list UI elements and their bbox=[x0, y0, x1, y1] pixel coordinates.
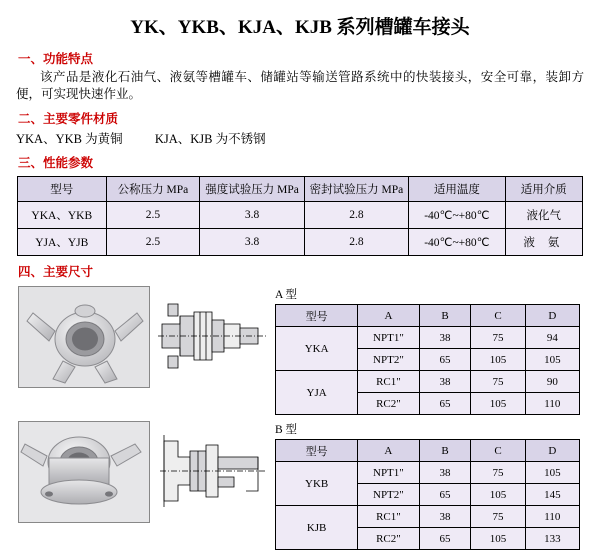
dimB-r3-c3: 105 bbox=[471, 528, 525, 550]
perf-col-1: 公称压力 MPa bbox=[106, 177, 200, 202]
dimA-r2-c2: 38 bbox=[419, 371, 471, 393]
dimB-model-1: KJB bbox=[276, 506, 358, 550]
perf-r1-c5: 液 氨 bbox=[505, 229, 582, 256]
technical-drawing-a bbox=[154, 286, 269, 386]
type-label-a: A 型 bbox=[275, 289, 298, 301]
section-heading-material: 二、主要零件材质 bbox=[18, 112, 119, 126]
perf-r1-c0: YJA、YJB bbox=[18, 229, 107, 256]
technical-drawing-b bbox=[154, 421, 269, 521]
dimB-r2-c2: 38 bbox=[419, 506, 471, 528]
perf-col-4: 适用温度 bbox=[409, 177, 505, 202]
dimB-r2-c1: RC1" bbox=[358, 506, 419, 528]
dimA-r3-c2: 65 bbox=[419, 393, 471, 415]
section-heading-features: 一、功能特点 bbox=[18, 52, 94, 66]
dimA-col-1: A bbox=[358, 305, 419, 327]
perf-col-5: 适用介质 bbox=[505, 177, 582, 202]
dimA-r3-c4: 110 bbox=[525, 393, 579, 415]
dimA-col-4: D bbox=[525, 305, 579, 327]
table-row bbox=[18, 202, 583, 229]
section-heading-dimensions: 四、主要尺寸 bbox=[18, 265, 94, 279]
perf-col-3: 密封试验压力 MPa bbox=[304, 177, 408, 202]
dimensions-section bbox=[0, 286, 600, 550]
dimA-r0-c3: 75 bbox=[471, 327, 525, 349]
dimA-r1-c2: 65 bbox=[419, 349, 471, 371]
dimA-r0-c4: 94 bbox=[525, 327, 579, 349]
dimB-r1-c2: 65 bbox=[419, 484, 471, 506]
dimA-col-3: C bbox=[471, 305, 525, 327]
perf-col-0: 型号 bbox=[18, 177, 107, 202]
dimA-r1-c3: 105 bbox=[471, 349, 525, 371]
dimB-col-4: D bbox=[525, 440, 579, 462]
table-row bbox=[276, 371, 580, 393]
table-row bbox=[276, 462, 580, 484]
dimB-r1-c3: 105 bbox=[471, 484, 525, 506]
dimB-col-0: 型号 bbox=[276, 440, 358, 462]
dimB-r1-c1: NPT2" bbox=[358, 484, 419, 506]
table-header-row bbox=[276, 440, 580, 462]
perf-r0-c0: YKA、YKB bbox=[18, 202, 107, 229]
type-label-b: B 型 bbox=[275, 424, 298, 436]
dimB-col-2: B bbox=[419, 440, 471, 462]
dimA-r3-c3: 105 bbox=[471, 393, 525, 415]
dimension-table-a-wrap bbox=[275, 286, 580, 415]
dimB-r3-c1: RC2" bbox=[358, 528, 419, 550]
dimB-r0-c4: 105 bbox=[525, 462, 579, 484]
dimB-r2-c3: 75 bbox=[471, 506, 525, 528]
dimA-r3-c1: RC2" bbox=[358, 393, 419, 415]
dimA-model-0: YKA bbox=[276, 327, 358, 371]
dimB-r0-c3: 75 bbox=[471, 462, 525, 484]
dimA-r1-c1: NPT2" bbox=[358, 349, 419, 371]
dimB-col-3: C bbox=[471, 440, 525, 462]
dimA-col-2: B bbox=[419, 305, 471, 327]
perf-r0-c1: 2.5 bbox=[106, 202, 200, 229]
perf-r1-c3: 2.8 bbox=[304, 229, 408, 256]
product-photo-a bbox=[18, 286, 150, 388]
dimB-r0-c1: NPT1" bbox=[358, 462, 419, 484]
dimA-r2-c4: 90 bbox=[525, 371, 579, 393]
dimA-col-0: 型号 bbox=[276, 305, 358, 327]
dimA-r2-c1: RC1" bbox=[358, 371, 419, 393]
dimension-table-a bbox=[275, 304, 580, 415]
dimA-r2-c3: 75 bbox=[471, 371, 525, 393]
perf-r1-c2: 3.8 bbox=[200, 229, 304, 256]
table-row bbox=[276, 327, 580, 349]
dimA-model-1: YJA bbox=[276, 371, 358, 415]
table-header-row bbox=[18, 177, 583, 202]
perf-r1-c4: -40℃~+80℃ bbox=[409, 229, 505, 256]
dimB-r1-c4: 145 bbox=[525, 484, 579, 506]
section-heading-performance: 三、性能参数 bbox=[18, 156, 94, 170]
perf-r0-c5: 液化气 bbox=[505, 202, 582, 229]
dimA-r1-c4: 105 bbox=[525, 349, 579, 371]
dimension-group-b bbox=[0, 421, 600, 550]
dimB-r2-c4: 110 bbox=[525, 506, 579, 528]
table-header-row bbox=[276, 305, 580, 327]
perf-r0-c4: -40℃~+80℃ bbox=[409, 202, 505, 229]
dimension-group-a bbox=[0, 286, 600, 415]
perf-r0-c3: 2.8 bbox=[304, 202, 408, 229]
dimB-r3-c2: 65 bbox=[419, 528, 471, 550]
table-row bbox=[276, 506, 580, 528]
dimA-r0-c2: 38 bbox=[419, 327, 471, 349]
dimension-table-b bbox=[275, 439, 580, 550]
dimB-model-0: YKB bbox=[276, 462, 358, 506]
dimB-r0-c2: 38 bbox=[419, 462, 471, 484]
performance-table bbox=[17, 176, 583, 256]
dimension-table-b-wrap bbox=[275, 421, 580, 550]
perf-r0-c2: 3.8 bbox=[200, 202, 304, 229]
dimA-r0-c1: NPT1" bbox=[358, 327, 419, 349]
dimB-col-1: A bbox=[358, 440, 419, 462]
material-left: YKA、YKB 为黄铜 bbox=[16, 132, 123, 146]
material-right: KJA、KJB 为不锈钢 bbox=[154, 132, 266, 146]
perf-col-2: 强度试验压力 MPa bbox=[200, 177, 304, 202]
material-line bbox=[16, 129, 600, 147]
dimB-r3-c4: 133 bbox=[525, 528, 579, 550]
page-title: YK、YKB、KJA、KJB 系列槽罐车接头 bbox=[130, 17, 470, 38]
table-row bbox=[18, 229, 583, 256]
product-photo-b bbox=[18, 421, 150, 523]
perf-r1-c1: 2.5 bbox=[106, 229, 200, 256]
features-text: 该产品是液化石油气、液氨等槽罐车、储罐站等输送管路系统中的快装接头，安全可靠，装卸方便，可实现快速作业。 bbox=[16, 70, 584, 101]
